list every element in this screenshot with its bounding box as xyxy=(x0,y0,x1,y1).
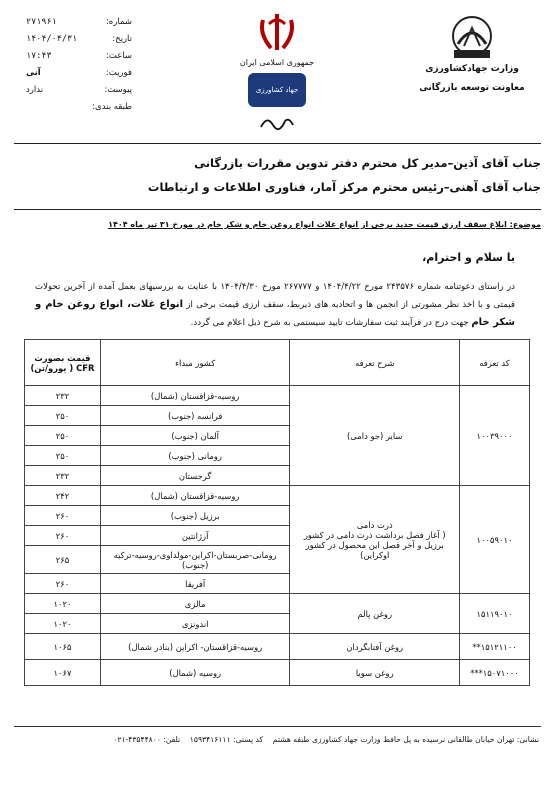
origin-country: آرژانتین xyxy=(100,526,290,546)
tariff-code: **۱۵۱۲۱۱۰۰ xyxy=(460,634,530,660)
price-cfr: ۲۵۰ xyxy=(25,446,101,466)
tariff-code: ***۱۵۰۷۱۰۰۰ xyxy=(460,660,530,686)
tariff-code: ۱۵۱۱۹۰۱۰ xyxy=(460,594,530,634)
footer-divider xyxy=(14,726,541,727)
recipient-2: جناب آقای آهنی–رئیس محترم مرکز آمار، فناوری اطلاعات و ارتباطات xyxy=(147,180,541,194)
origin-country: روسیه-قزاقستان (شمال) xyxy=(100,386,290,406)
table-header-row xyxy=(25,340,530,386)
signature-icon xyxy=(236,111,318,135)
table-row xyxy=(25,660,530,686)
header-tariff: کد تعرفه xyxy=(460,340,530,386)
header-origin: کشور مبداء xyxy=(100,340,290,386)
origin-country: آلمان (جنوب) xyxy=(100,426,290,446)
price-table xyxy=(24,339,530,686)
price-cfr: ۱۰۶۷ xyxy=(25,660,101,686)
origin-country: رومانی (جنوب) xyxy=(100,446,290,466)
footer-address: نشانی: تهران خیابان طالقانی نرسیده به پل حافظ وزارت جهاد کشاورزی طبقه هشتم xyxy=(272,735,539,744)
origin-country: اندونزی xyxy=(100,614,290,634)
ministry-name: وزارت جهادکشاورزی xyxy=(425,64,519,74)
republic-name: جمهوری اسلامی ایران xyxy=(239,58,315,67)
tariff-description: سایر (جو دامی) xyxy=(290,386,460,486)
footer-postal-label: کد پستی: xyxy=(233,735,264,744)
table-row xyxy=(25,634,530,660)
price-cfr: ۲۴۲ xyxy=(25,486,101,506)
meta-time: ساعت: ۱۷:۴۳ xyxy=(26,50,132,61)
price-cfr: ۱۰۲۰ xyxy=(25,614,101,634)
origin-country: روسیه (شمال) xyxy=(100,660,290,686)
price-cfr: ۲۳۲ xyxy=(25,386,101,406)
tariff-code: ۱۰۰۵۹۰۱۰ xyxy=(460,486,530,594)
price-cfr: ۲۶۵ xyxy=(25,546,101,574)
origin-country: گرجستان xyxy=(100,466,290,486)
footer xyxy=(14,735,539,744)
origin-country: مالزی xyxy=(100,594,290,614)
ministry-logo-block xyxy=(407,14,537,93)
table-row xyxy=(25,594,530,614)
tariff-code: ۱۰۰۳۹۰۰۰ xyxy=(460,386,530,486)
recipient-1: جناب آقای آذین–مدیر کل محترم دفتر تدوین مقررات بازرگانی xyxy=(194,156,541,170)
recipient-divider xyxy=(14,209,541,210)
tariff-description: روغن آفتابگردان xyxy=(290,634,460,660)
meta-urgency: فوریت: آنی xyxy=(26,67,132,78)
price-cfr: ۲۵۰ xyxy=(25,426,101,446)
price-cfr: ۱۰۶۵ xyxy=(25,634,101,660)
greeting: با سلام و احترام، xyxy=(422,251,515,264)
header-description: شرح تعرفه xyxy=(290,340,460,386)
iran-emblem-icon xyxy=(236,12,318,56)
origin-country: آفریقا xyxy=(100,574,290,594)
subject-line: موضوع: ابلاغ سقف ارزی قیمت جدید برخی از انواع غلات انواع روغن خام و شکر خام در مورخ ۳۱ تیر ماه ۱۴۰۴ xyxy=(108,220,541,229)
origin-country: برزیل (جنوب) xyxy=(100,506,290,526)
footer-tel: ۰۲۱-۴۳۵۴۴۸۰۰ xyxy=(113,735,161,744)
republic-emblem-block xyxy=(236,12,318,135)
table-row xyxy=(25,386,530,406)
price-cfr: ۲۶۰ xyxy=(25,526,101,546)
meta-number: شماره: ۲۷۱۹۶۱ xyxy=(26,16,132,27)
origin-country: روسیه-قزاقستان (شمال) xyxy=(100,486,290,506)
price-cfr: ۲۶۰ xyxy=(25,506,101,526)
meta-attachment: پیوست: ندارد xyxy=(26,84,132,95)
letter-meta xyxy=(22,13,132,115)
price-cfr: ۱۰۲۰ xyxy=(25,594,101,614)
header-price: قیمت بصورت CFR ( یورو/تن) xyxy=(25,340,101,386)
meta-classification: طبقه بندی: xyxy=(92,101,132,112)
tariff-description: روغن سویا xyxy=(290,660,460,686)
deputy-name: معاونت توسعه بازرگانی xyxy=(419,83,525,93)
header-divider xyxy=(14,143,541,144)
recipients xyxy=(16,151,541,199)
origin-country: روسیه-قزاقستان- اکراین (بنادر شمال) xyxy=(100,634,290,660)
origin-country: فرانسه (جنوب) xyxy=(100,406,290,426)
ministry-seal: جهاد کشاورزی xyxy=(248,73,306,107)
table-row xyxy=(25,486,530,506)
origin-country: رومانی-صربستان-اکراین-مولداوی-روسیه-ترکیه (جنوب) xyxy=(100,546,290,574)
meta-date: تاریخ: ۱۴۰۴/۰۴/۳۱ xyxy=(26,33,132,44)
price-cfr: ۲۵۰ xyxy=(25,406,101,426)
price-cfr: ۲۶۰ xyxy=(25,574,101,594)
tariff-description: روغن پالم xyxy=(290,594,460,634)
ministry-emblem-icon xyxy=(444,14,500,60)
footer-tel-label: تلفن: xyxy=(163,735,181,744)
body-paragraph: در راستای دعوتنامه شماره ۲۴۳۵۷۶ مورخ ۱۴۰۴/۴/۲۲ و ۲۶۷۷۷۷ مورخ ۱۴۰۴/۴/۳۰ با عنایت به بررسیهای بعمل آمده از آخرین تحولات قیمتی و با اخذ نظر مشورتی از انجمن ها و اتحادیه های ذیربط، سقف ارزی قیمت برخی از انواع غلات، انواع روغن خام و شکر خام جهت درج در فرآیند ثبت سفارشات تایید سیستمی به شرح ذیل اعلام می گردد. xyxy=(35,282,515,328)
footer-postal: ۱۵۹۳۴۱۶۱۱۱ xyxy=(189,735,231,744)
price-cfr: ۲۳۲ xyxy=(25,466,101,486)
tariff-description: ذرت دامی ( آغاز فصل برداشت ذرت دامی در کشور برزیل و آخر فصل این محصول در کشور اوکراین) xyxy=(290,486,460,594)
